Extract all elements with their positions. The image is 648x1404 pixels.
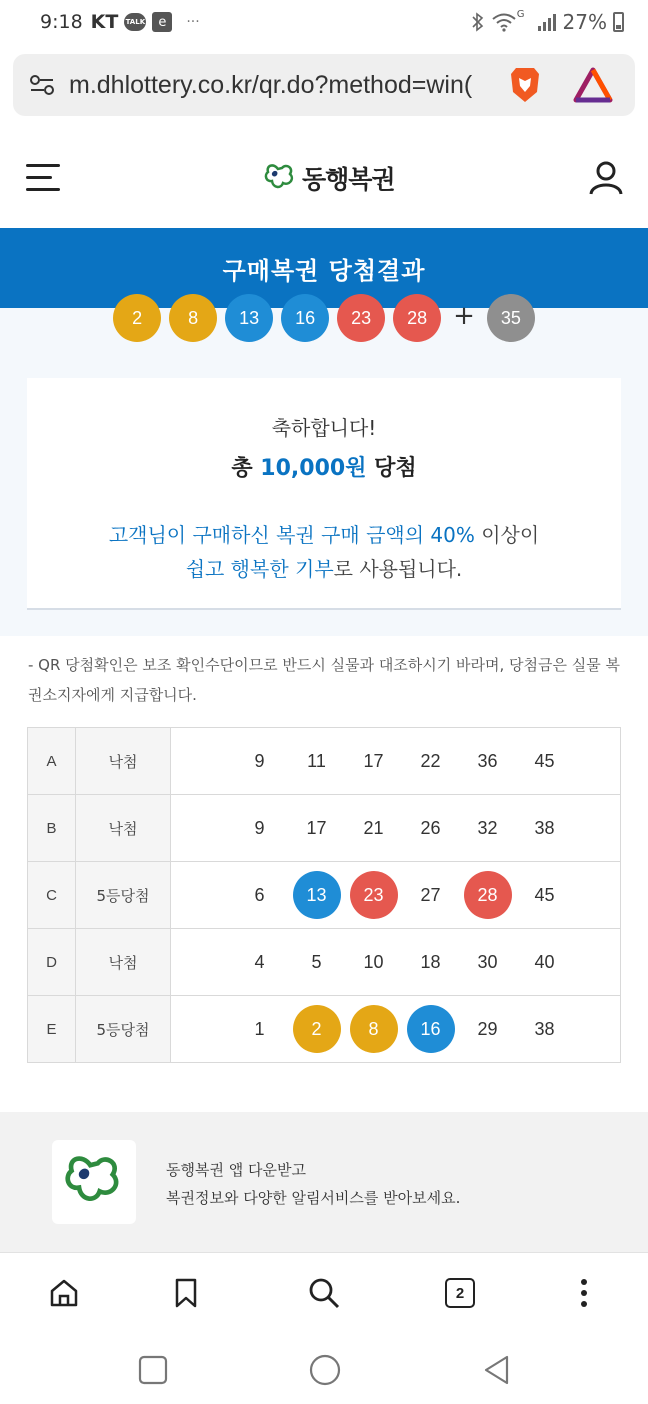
status-carrier: KT: [90, 11, 119, 33]
site-header: [0, 142, 648, 224]
matched-ball: 28: [464, 871, 512, 919]
ticket-number: 32: [477, 817, 498, 838]
app-logo-icon[interactable]: [52, 1140, 136, 1224]
more-options-icon[interactable]: [564, 1273, 604, 1313]
ticket-number: 17: [306, 817, 327, 838]
result-card: [27, 378, 621, 610]
ticket-numbers: [171, 996, 621, 1063]
signal-icon: [537, 12, 557, 32]
prize-suffix: 당첨: [366, 456, 417, 481]
battery-percent: 27%: [562, 10, 607, 34]
ticket-status: 5등당첨: [76, 862, 171, 929]
donation-highlight-1: 고객님이 구매하신 복권 구매 금액의 40%: [108, 523, 475, 547]
ticket-number-matched: [288, 871, 345, 919]
bluetooth-icon: [471, 12, 485, 32]
table-row: [28, 929, 621, 996]
disclaimer-note: - QR 당첨확인은 보조 확인수단이므로 반드시 실물과 대조하시기 바라며, 당첨금은 실물 복권소지자에게 지급합니다.: [28, 656, 621, 704]
page-title-banner: [0, 228, 648, 308]
matched-ball: 8: [350, 1005, 398, 1053]
ticket-number: 11: [307, 750, 326, 771]
ticket-number-matched: [402, 1005, 459, 1053]
winning-ball: 8: [169, 294, 217, 342]
url-text[interactable]: m.dhlottery.co.kr/qr.do?method=win(: [69, 70, 473, 99]
prize-text: [27, 451, 621, 482]
ticket-results-table: [27, 727, 621, 1063]
ticket-number: 26: [420, 817, 441, 838]
donation-message: [27, 518, 621, 586]
ticket-number: 1: [254, 1018, 265, 1039]
ticket-number: 18: [420, 951, 441, 972]
user-icon[interactable]: [588, 160, 624, 196]
ticket-number: 5: [311, 951, 322, 972]
ticket-number: 45: [534, 750, 555, 771]
donation-text-1: 이상이: [474, 523, 540, 547]
table-row: [28, 795, 621, 862]
status-time: 9:18: [40, 11, 83, 33]
home-nav-icon[interactable]: [305, 1350, 345, 1390]
ticket-slot: C: [28, 862, 76, 929]
menu-icon[interactable]: [26, 164, 60, 192]
result-area: [0, 301, 648, 636]
bookmark-icon[interactable]: [166, 1273, 206, 1313]
winning-ball: 2: [113, 294, 161, 342]
donation-highlight-2: 쉽고 행복한 기부: [185, 557, 334, 581]
system-nav-bar: [0, 1332, 648, 1404]
network-type: G: [516, 8, 525, 20]
matched-ball: 2: [293, 1005, 341, 1053]
status-bar: [0, 0, 648, 44]
site-logo[interactable]: [264, 160, 395, 196]
ticket-number: 10: [363, 951, 384, 972]
ticket-slot: B: [28, 795, 76, 862]
ticket-number: 6: [254, 884, 265, 905]
ticket-number: 9: [254, 817, 265, 838]
ticket-number: 36: [477, 750, 498, 771]
site-settings-icon[interactable]: [27, 70, 57, 100]
battery-icon: [613, 12, 624, 32]
table-row: [28, 862, 621, 929]
matched-ball: 23: [350, 871, 398, 919]
winning-ball: 23: [337, 294, 385, 342]
congrats-text: 축하합니다!: [271, 416, 377, 440]
plus-sign: +: [453, 301, 475, 331]
donation-text-2: 로 사용됩니다.: [333, 557, 463, 581]
winning-ball: 13: [225, 294, 273, 342]
ticket-number: 22: [420, 750, 441, 771]
ticket-numbers: [171, 728, 621, 795]
app-promo-text[interactable]: [166, 1156, 460, 1212]
winning-ball: 16: [281, 294, 329, 342]
back-nav-icon[interactable]: [477, 1350, 517, 1390]
table-row: [28, 996, 621, 1063]
ticket-status: 낙첨: [76, 795, 171, 862]
ticket-slot: D: [28, 929, 76, 996]
app-promo-line2: 복권정보와 다양한 알림서비스를 받아보세요.: [166, 1189, 461, 1207]
ticket-number: 29: [477, 1018, 498, 1039]
brave-shields-icon[interactable]: [507, 66, 543, 104]
ticket-number: 40: [534, 951, 555, 972]
ticket-numbers: [171, 862, 621, 929]
app-promo: [0, 1112, 648, 1252]
search-icon[interactable]: [304, 1273, 344, 1313]
ticket-number: 45: [534, 884, 555, 905]
ticket-number-matched: [288, 1005, 345, 1053]
ticket-number-matched: [345, 871, 402, 919]
matched-ball: 13: [293, 871, 341, 919]
ticket-number: 38: [534, 817, 555, 838]
ticket-status: 낙첨: [76, 728, 171, 795]
ticket-number-matched: [459, 871, 516, 919]
ticket-status: 낙첨: [76, 929, 171, 996]
ticket-number: 9: [254, 750, 265, 771]
kakaotalk-icon: TALK: [124, 13, 146, 31]
ticket-number: 27: [420, 884, 441, 905]
brave-rewards-icon[interactable]: [573, 67, 613, 103]
more-notifications-icon: ···: [186, 14, 200, 30]
ticket-numbers: [171, 929, 621, 996]
browser-toolbar: [0, 1252, 648, 1332]
ticket-number: 21: [363, 817, 384, 838]
winning-numbers: [0, 301, 648, 348]
ticket-number: 30: [477, 951, 498, 972]
ticket-number: 38: [534, 1018, 555, 1039]
recent-apps-icon[interactable]: [133, 1350, 173, 1390]
ticket-number-matched: [345, 1005, 402, 1053]
logo-clover-icon: [264, 163, 296, 193]
ticket-number: 17: [363, 750, 384, 771]
matched-ball: 16: [407, 1005, 455, 1053]
table-row: [28, 728, 621, 795]
app-promo-line1: 동행복권 앱 다운받고: [166, 1161, 306, 1179]
page-title: 구매복권 당첨결과: [222, 256, 426, 285]
logo-text: 동행복권: [302, 165, 395, 194]
bonus-ball: 35: [487, 294, 535, 342]
wifi-icon: [491, 12, 517, 32]
ticket-numbers: [171, 795, 621, 862]
tabs-button[interactable]: [440, 1273, 480, 1313]
ticket-slot: E: [28, 996, 76, 1063]
home-icon[interactable]: [44, 1273, 84, 1313]
winning-ball: 28: [393, 294, 441, 342]
ticket-slot: A: [28, 728, 76, 795]
e-app-icon: e: [152, 12, 172, 32]
prize-prefix: 총: [231, 456, 261, 481]
url-bar[interactable]: [13, 54, 635, 116]
ticket-status: 5등당첨: [76, 996, 171, 1063]
prize-amount: 10,000원: [260, 456, 367, 481]
ticket-number: 4: [254, 951, 265, 972]
tab-count: 2: [445, 1278, 475, 1308]
